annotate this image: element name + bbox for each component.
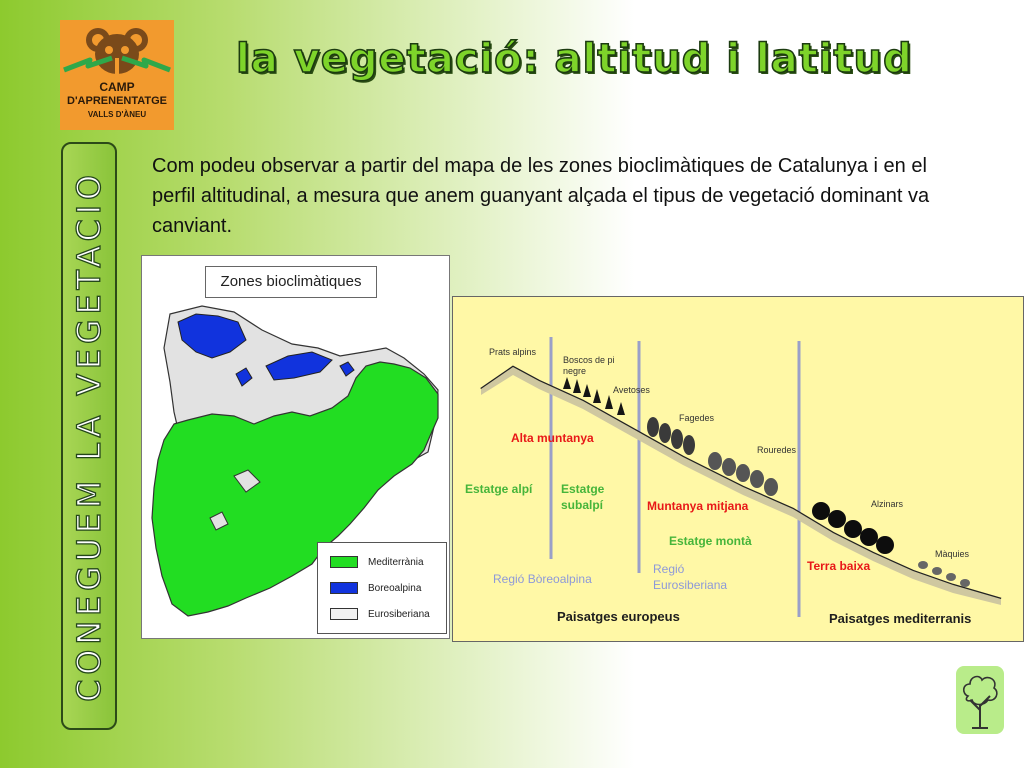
map-title: Zones bioclimàtiques [205, 266, 377, 298]
legend-label: Mediterrània [368, 557, 424, 568]
tree-icon [956, 666, 1004, 734]
stage-label: Estatge subalpí [561, 482, 605, 512]
camp-logo [60, 20, 174, 130]
stage-label: Estatge alpí [465, 482, 533, 496]
legend-swatch [330, 608, 358, 620]
legend-label: Eurosiberiana [368, 609, 430, 620]
veg-label: Prats alpins [489, 347, 537, 357]
bear-logo-icon [60, 20, 174, 82]
altitudinal-profile [452, 296, 1024, 642]
veg-label: Rouredes [757, 445, 797, 455]
region-label: Regió Bòreoalpina [493, 572, 592, 586]
veg-label: Alzinars [871, 499, 904, 509]
side-banner-text: CONEGUEM LA VEGETACIO [70, 170, 108, 702]
landscape-label: Paisatges mediterranis [829, 611, 972, 626]
page-title: la vegetació: altitud i latitud [236, 36, 913, 82]
side-banner [61, 142, 117, 730]
veg-label: Avetoses [613, 385, 650, 395]
legend-swatch [330, 582, 358, 594]
region-label: Regió Eurosiberiana [653, 562, 728, 592]
logo-line-2: D'APRENENTATGE [67, 95, 167, 107]
veg-label: Boscos de pi negre [563, 355, 615, 376]
legend-swatch [330, 556, 358, 568]
veg-label: Màquies [935, 549, 970, 559]
map-legend [317, 542, 447, 634]
landscape-label: Paisatges europeus [557, 609, 680, 624]
stage-label: Estatge montà [669, 534, 752, 548]
zone-label: Muntanya mitjana [647, 499, 749, 513]
zone-label: Terra baixa [807, 559, 871, 573]
bioclimatic-map [141, 255, 450, 639]
intro-paragraph: Com podeu observar a partir del mapa de les zones bioclimàtiques de Catalunya i en el perfil altitudinal, a mesura que anem guanyant alçada el tipus de vegetació dominant va canviant. [152, 155, 930, 237]
legend-label: Boreoalpina [368, 583, 422, 594]
zone-label: Alta muntanya [511, 431, 594, 445]
veg-label: Fagedes [679, 413, 715, 423]
logo-line-1: CAMP [99, 80, 135, 94]
logo-line-3: VALLS D'ÀNEU [87, 110, 147, 119]
